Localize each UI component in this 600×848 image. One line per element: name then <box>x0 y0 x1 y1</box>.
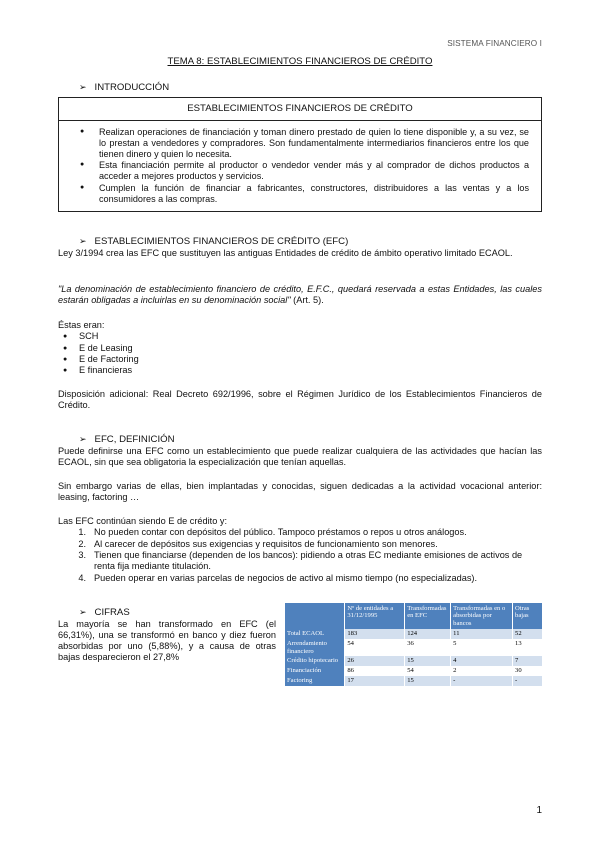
table-cell: 15 <box>405 656 451 666</box>
table-header-cell: Transformadas en o absorbidas por bancos <box>451 603 513 629</box>
section-efc <box>79 236 348 247</box>
cifras-paragraph: La mayoría se han transformado en EFC (el 66,31%), una se transformó en banco y diez fueron absorbidas por uno (5,88%), y a causa de otras bajas desparecieron el 27,8% <box>58 619 276 662</box>
arrow-bullet-icon: ➢ <box>79 236 87 246</box>
section-definicion <box>79 434 175 445</box>
table-cell: 36 <box>405 639 451 656</box>
quote-paragraph <box>58 284 542 306</box>
table-row <box>285 639 543 656</box>
table-row <box>285 629 543 639</box>
bullet-icon: ● <box>63 333 68 340</box>
table-header-cell: Nº de entidades a 31/12/1995 <box>345 603 405 629</box>
section-definicion-label: EFC, DEFINICIÓN <box>94 434 175 445</box>
running-header: SISTEMA FINANCIERO I <box>447 39 542 48</box>
table-cell: 54 <box>345 639 405 656</box>
section-intro <box>79 82 169 93</box>
list-item: ● E financieras <box>63 365 133 375</box>
definition-box <box>58 97 542 212</box>
table-cell: 26 <box>345 656 405 666</box>
table-cell: 86 <box>345 666 405 676</box>
section-efc-label: ESTABLECIMIENTOS FINANCIEROS DE CRÉDITO (EFC) <box>94 236 349 247</box>
ley-paragraph: Ley 3/1994 crea las EFC que sustituyen las antiguas Entidades de crédito de ámbito operativo limitado ECAOL. <box>58 248 513 258</box>
list-item: ● E de Factoring <box>63 354 139 364</box>
table-cell: 183 <box>345 629 405 639</box>
page-number: 1 <box>536 805 542 816</box>
table-cell: Total ECAOL <box>285 629 345 639</box>
numbered-item: 2. Al carecer de depósitos sus exigencias y requisitos de funcionamiento son menores. <box>78 539 438 549</box>
table-cell: 5 <box>451 639 513 656</box>
table-cell: 4 <box>451 656 513 666</box>
definicion-paragraph-2: Sin embargo varias de ellas, bien implantadas y conocidas, siguen dedicadas a la actividad vocacional anterior: leasing, factoring … <box>58 481 542 502</box>
numbered-item: 3. Tienen que financiarse (dependen de los bancos): pidiendo a otras EC mediante emisiones de activos de renta fija mediante titulación. <box>78 550 523 571</box>
bullet-icon: ● <box>63 345 68 352</box>
list-item: ● Cumplen la función de financiar a fabricantes, constructores, distribuidores a las ventas y a los consumidores a las compras. <box>99 183 529 205</box>
table-cell: - <box>513 676 543 686</box>
table-row <box>285 666 543 676</box>
table-header-cell <box>285 603 345 629</box>
table-cell: 17 <box>345 676 405 686</box>
table-header-row <box>285 603 543 629</box>
table-cell: 13 <box>513 639 543 656</box>
table-row <box>285 676 543 686</box>
table-header-cell: Transformadas en EFC <box>405 603 451 629</box>
arrow-bullet-icon: ➢ <box>79 82 87 92</box>
quote-text: "La denominación de establecimiento financiero de crédito, E.F.C., quedará reservada a estas Entidades, las cuales estarán obligadas a incluirlas en su denominación social" <box>58 284 542 305</box>
definicion-paragraph-3: Las EFC continúan siendo E de crédito y: <box>58 516 228 526</box>
list-item: ● SCH <box>63 331 99 341</box>
table-cell: 124 <box>405 629 451 639</box>
table-cell: 52 <box>513 629 543 639</box>
table-cell: 15 <box>405 676 451 686</box>
table-row <box>285 656 543 666</box>
bullet-icon: ● <box>63 367 68 374</box>
table-cell: 30 <box>513 666 543 676</box>
arrow-bullet-icon: ➢ <box>79 607 87 617</box>
list-item: ● Realizan operaciones de financiación y toman dinero prestado de quien lo tiene disponible y, a su vez, se lo prestan a vendedores y compradores. Son fundamentalmente intermediarios financieros entre los que tienen dinero y quien lo necesita. <box>99 127 529 159</box>
box-heading: ESTABLECIMIENTOS FINANCIEROS DE CRÉDITO <box>59 98 541 121</box>
ecaol-table <box>285 603 543 686</box>
table-cell: 54 <box>405 666 451 676</box>
table-cell: 2 <box>451 666 513 676</box>
arrow-bullet-icon: ➢ <box>79 434 87 444</box>
table-cell: 11 <box>451 629 513 639</box>
definicion-paragraph-1: Puede definirse una EFC como un establecimiento que puede realizar cualquiera de las actividades que hacían las ECAOL, sin que sea obligatoria la especialización que tenían aquellas. <box>58 446 542 467</box>
bullet-icon: ● <box>63 356 68 363</box>
table-cell: - <box>451 676 513 686</box>
table-cell: 7 <box>513 656 543 666</box>
list-item: ● E de Leasing <box>63 343 133 353</box>
numbered-item: 4. Pueden operar en varias parcelas de negocios de activo al mismo tiempo (no especializadas). <box>78 573 478 583</box>
table-cell: Factoring <box>285 676 345 686</box>
list-item: ● Esta financiación permite al productor o vendedor vender más y al comprador de dichos productos a acceder a mejores productos y servicios. <box>99 160 529 182</box>
section-cifras-label: CIFRAS <box>94 607 130 618</box>
box-list <box>59 121 541 205</box>
table-header-cell: Otras bajas <box>513 603 543 629</box>
quote-reference: (Art. 5). <box>290 295 324 305</box>
disposicion-paragraph: Disposición adicional: Real Decreto 692/1996, sobre el Régimen Jurídico de los Establecimientos Financieros de Crédito. <box>58 389 542 410</box>
eran-label: Éstas eran: <box>58 320 105 330</box>
table-cell: Crédito hipotecario <box>285 656 345 666</box>
table-cell: Arrendamiento financiero <box>285 639 345 656</box>
section-cifras <box>79 607 130 618</box>
numbered-item: 1. No pueden contar con depósitos del público. Tampoco préstamos o repos u otros análogos. <box>78 527 467 537</box>
section-intro-label: INTRODUCCIÓN <box>94 82 170 93</box>
page-title: TEMA 8: ESTABLECIMIENTOS FINANCIEROS DE CRÉDITO <box>167 56 433 67</box>
table-cell: Financiación <box>285 666 345 676</box>
